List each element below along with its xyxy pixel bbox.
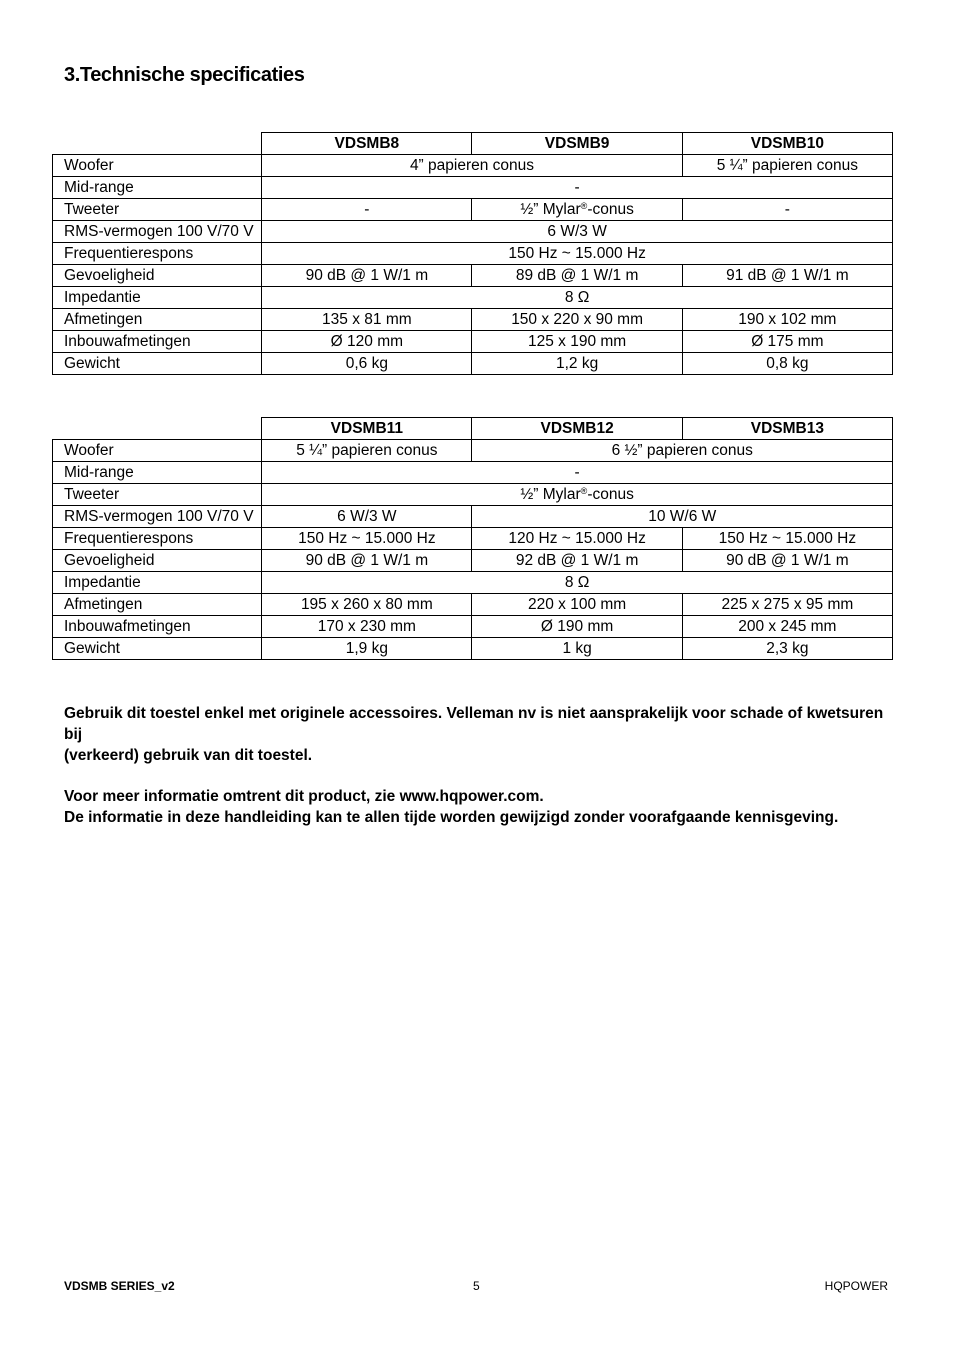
table-row-tweeter bbox=[53, 199, 893, 221]
cell-value bbox=[472, 199, 682, 221]
cell-value: 0,6 kg bbox=[262, 353, 472, 375]
cell-value: 6 W/3 W bbox=[262, 221, 893, 243]
cell-text: -conus bbox=[587, 486, 634, 503]
header-blank-cell bbox=[53, 418, 262, 440]
notice-line: De informatie in deze handleiding kan te allen tijde worden gewijzigd zonder voorafgaande kennisgeving. bbox=[64, 809, 839, 826]
row-label: Gewicht bbox=[53, 638, 262, 660]
header-model: VDSMB13 bbox=[682, 418, 892, 440]
table-row-impedance bbox=[53, 287, 893, 309]
cell-value: 5 ¼” papieren conus bbox=[262, 440, 472, 462]
cell-value: 125 x 190 mm bbox=[472, 331, 682, 353]
row-label: RMS-vermogen 100 V/70 V bbox=[53, 506, 262, 528]
table-row-weight bbox=[53, 638, 893, 660]
table-header-row bbox=[53, 133, 893, 155]
spec-table-vdsmb8-10 bbox=[52, 132, 893, 375]
spec-table-vdsmb11-13 bbox=[52, 417, 893, 660]
cell-value bbox=[262, 484, 893, 506]
row-label: Afmetingen bbox=[53, 309, 262, 331]
row-label: Woofer bbox=[53, 440, 262, 462]
cell-value: 220 x 100 mm bbox=[472, 594, 682, 616]
cell-value: 225 x 275 x 95 mm bbox=[682, 594, 892, 616]
table-row-rms bbox=[53, 506, 893, 528]
row-label: Inbouwafmetingen bbox=[53, 616, 262, 638]
info-notice bbox=[64, 786, 894, 828]
notice-line: Voor meer informatie omtrent dit product, zie www.hqpower.com. bbox=[64, 788, 544, 805]
cell-value: 89 dB @ 1 W/1 m bbox=[472, 265, 682, 287]
table-header-row bbox=[53, 418, 893, 440]
registered-mark: ® bbox=[580, 201, 588, 211]
row-label: Impedantie bbox=[53, 287, 262, 309]
cell-value: - bbox=[682, 199, 892, 221]
cell-value: 8 Ω bbox=[262, 287, 893, 309]
row-label: Gevoeligheid bbox=[53, 550, 262, 572]
cell-value: 1 kg bbox=[472, 638, 682, 660]
cell-value: 6 ½” papieren conus bbox=[472, 440, 893, 462]
cell-value: 190 x 102 mm bbox=[682, 309, 892, 331]
cell-value: 170 x 230 mm bbox=[262, 616, 472, 638]
row-label: Impedantie bbox=[53, 572, 262, 594]
cell-text: -conus bbox=[587, 201, 634, 218]
cell-value: Ø 175 mm bbox=[682, 331, 892, 353]
table-row-rms bbox=[53, 221, 893, 243]
row-label: Inbouwafmetingen bbox=[53, 331, 262, 353]
cell-value: 1,9 kg bbox=[262, 638, 472, 660]
cell-value: 10 W/6 W bbox=[472, 506, 893, 528]
notice-line: Gebruik dit toestel enkel met originele accessoires. Velleman nv is niet aansprakelijk voor schade of kwetsuren bij bbox=[64, 705, 884, 743]
table-row-mounting bbox=[53, 616, 893, 638]
table-row-midrange bbox=[53, 177, 893, 199]
cell-value: 8 Ω bbox=[262, 572, 893, 594]
header-model: VDSMB10 bbox=[682, 133, 892, 155]
header-model: VDSMB8 bbox=[262, 133, 472, 155]
row-label: RMS-vermogen 100 V/70 V bbox=[53, 221, 262, 243]
table-row-midrange bbox=[53, 462, 893, 484]
row-label: Gewicht bbox=[53, 353, 262, 375]
table-row-dimensions bbox=[53, 309, 893, 331]
registered-mark: ® bbox=[580, 486, 588, 496]
cell-value: Ø 190 mm bbox=[472, 616, 682, 638]
row-label: Tweeter bbox=[53, 484, 262, 506]
footer-document-id: VDSMB SERIES_v2 bbox=[64, 1279, 175, 1293]
cell-value: 90 dB @ 1 W/1 m bbox=[262, 265, 472, 287]
cell-value: 4” papieren conus bbox=[262, 155, 683, 177]
row-label: Mid-range bbox=[53, 462, 262, 484]
page-title: 3.Technische specificaties bbox=[64, 64, 305, 86]
table-row-woofer bbox=[53, 440, 893, 462]
table-row-frequency bbox=[53, 243, 893, 265]
cell-value: 1,2 kg bbox=[472, 353, 682, 375]
cell-value: 0,8 kg bbox=[682, 353, 892, 375]
table-row-weight bbox=[53, 353, 893, 375]
footer-page-number: 5 bbox=[473, 1279, 480, 1293]
table-row-impedance bbox=[53, 572, 893, 594]
cell-value: 150 Hz ~ 15.000 Hz bbox=[262, 243, 893, 265]
accessories-notice bbox=[64, 703, 894, 766]
cell-value: 5 ¼” papieren conus bbox=[682, 155, 892, 177]
cell-value: - bbox=[262, 199, 472, 221]
row-label: Frequentierespons bbox=[53, 243, 262, 265]
notice-line: (verkeerd) gebruik van dit toestel. bbox=[64, 747, 313, 764]
cell-value: 92 dB @ 1 W/1 m bbox=[472, 550, 682, 572]
cell-value: 90 dB @ 1 W/1 m bbox=[682, 550, 892, 572]
row-label: Mid-range bbox=[53, 177, 262, 199]
table-row-dimensions bbox=[53, 594, 893, 616]
cell-value: 150 Hz ~ 15.000 Hz bbox=[262, 528, 472, 550]
row-label: Tweeter bbox=[53, 199, 262, 221]
table-row-sensitivity bbox=[53, 550, 893, 572]
cell-value: 150 Hz ~ 15.000 Hz bbox=[682, 528, 892, 550]
table-row-frequency bbox=[53, 528, 893, 550]
cell-value: 195 x 260 x 80 mm bbox=[262, 594, 472, 616]
cell-value: 2,3 kg bbox=[682, 638, 892, 660]
header-model: VDSMB9 bbox=[472, 133, 682, 155]
header-model: VDSMB11 bbox=[262, 418, 472, 440]
row-label: Woofer bbox=[53, 155, 262, 177]
header-model: VDSMB12 bbox=[472, 418, 682, 440]
cell-value: 90 dB @ 1 W/1 m bbox=[262, 550, 472, 572]
cell-value: Ø 120 mm bbox=[262, 331, 472, 353]
cell-value: 200 x 245 mm bbox=[682, 616, 892, 638]
footer-brand: HQPOWER bbox=[824, 1279, 888, 1293]
table-row-mounting bbox=[53, 331, 893, 353]
cell-text: ½” Mylar bbox=[520, 201, 581, 218]
row-label: Afmetingen bbox=[53, 594, 262, 616]
cell-value: 91 dB @ 1 W/1 m bbox=[682, 265, 892, 287]
row-label: Gevoeligheid bbox=[53, 265, 262, 287]
cell-value: - bbox=[262, 462, 893, 484]
table-row-woofer bbox=[53, 155, 893, 177]
cell-value: - bbox=[262, 177, 893, 199]
cell-value: 120 Hz ~ 15.000 Hz bbox=[472, 528, 682, 550]
table-row-tweeter bbox=[53, 484, 893, 506]
cell-value: 135 x 81 mm bbox=[262, 309, 472, 331]
header-blank-cell bbox=[53, 133, 262, 155]
table-row-sensitivity bbox=[53, 265, 893, 287]
cell-text: ½” Mylar bbox=[520, 486, 581, 503]
cell-value: 6 W/3 W bbox=[262, 506, 472, 528]
cell-value: 150 x 220 x 90 mm bbox=[472, 309, 682, 331]
row-label: Frequentierespons bbox=[53, 528, 262, 550]
